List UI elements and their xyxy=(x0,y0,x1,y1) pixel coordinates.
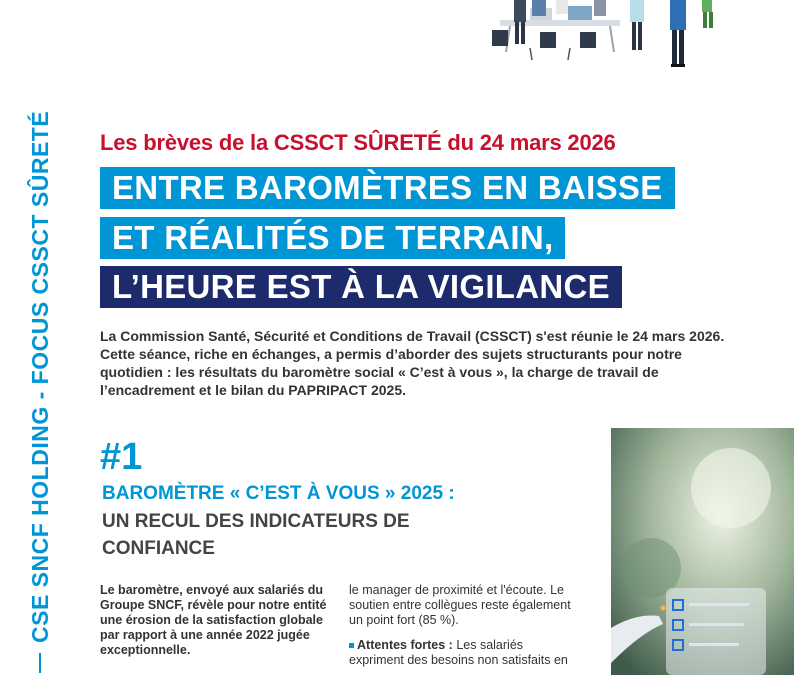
column-1-text: Le baromètre, envoyé aux salariés du Groupe SNCF, révèle pour notre entité une érosion de la satisfaction globale par rapport à une année 2022 jugée exceptionnelle. xyxy=(100,583,327,657)
section-title-line-1: BAROMÈTRE « C’EST À VOUS » 2025 : xyxy=(102,483,455,504)
kicker-title: Les brèves de la CSSCT SÛRETÉ du 24 mars 2026 xyxy=(100,130,616,155)
side-label-text: CSE SNCF HOLDING - FOCUS CSSCT SÛRETÉ xyxy=(26,110,53,643)
headline-line-2: ET RÉALITÉS DE TERRAIN, xyxy=(100,217,565,259)
column-2 xyxy=(349,583,577,668)
bullet-text: Les salariés expriment des besoins non satisfaits en xyxy=(349,638,568,667)
column-2-bullet xyxy=(349,638,577,668)
column-1 xyxy=(100,583,330,658)
intro-paragraph: La Commission Santé, Sécurité et Conditions de Travail (CSSCT) s'est réunie le 24 mars 2026. Cette séance, riche en échanges, a permis d’aborder des sujets structurants pour notre quotidien : les résultats du baromètre social « C’est à vous », la charge de travail de l’encadrement et le bilan du PAPRIPACT 2025. xyxy=(100,328,725,398)
section-title-line-2: UN RECUL DES INDICATEURS DE CONFIANCE xyxy=(102,511,410,559)
section-number: #1 xyxy=(100,436,143,478)
bullet-label: Attentes fortes : xyxy=(357,638,453,652)
headline-line-1: ENTRE BAROMÈTRES EN BAISSE xyxy=(100,167,675,209)
bullet-square-icon xyxy=(349,643,354,648)
column-2-text: le manager de proximité et l'écoute. Le soutien entre collègues reste également un point fort (85 %). xyxy=(349,583,571,627)
side-label xyxy=(22,45,58,675)
checklist-photo xyxy=(611,428,794,675)
side-rule xyxy=(39,653,41,673)
headline-line-3: L’HEURE EST À LA VIGILANCE xyxy=(100,266,622,308)
meeting-illustration xyxy=(470,0,730,88)
